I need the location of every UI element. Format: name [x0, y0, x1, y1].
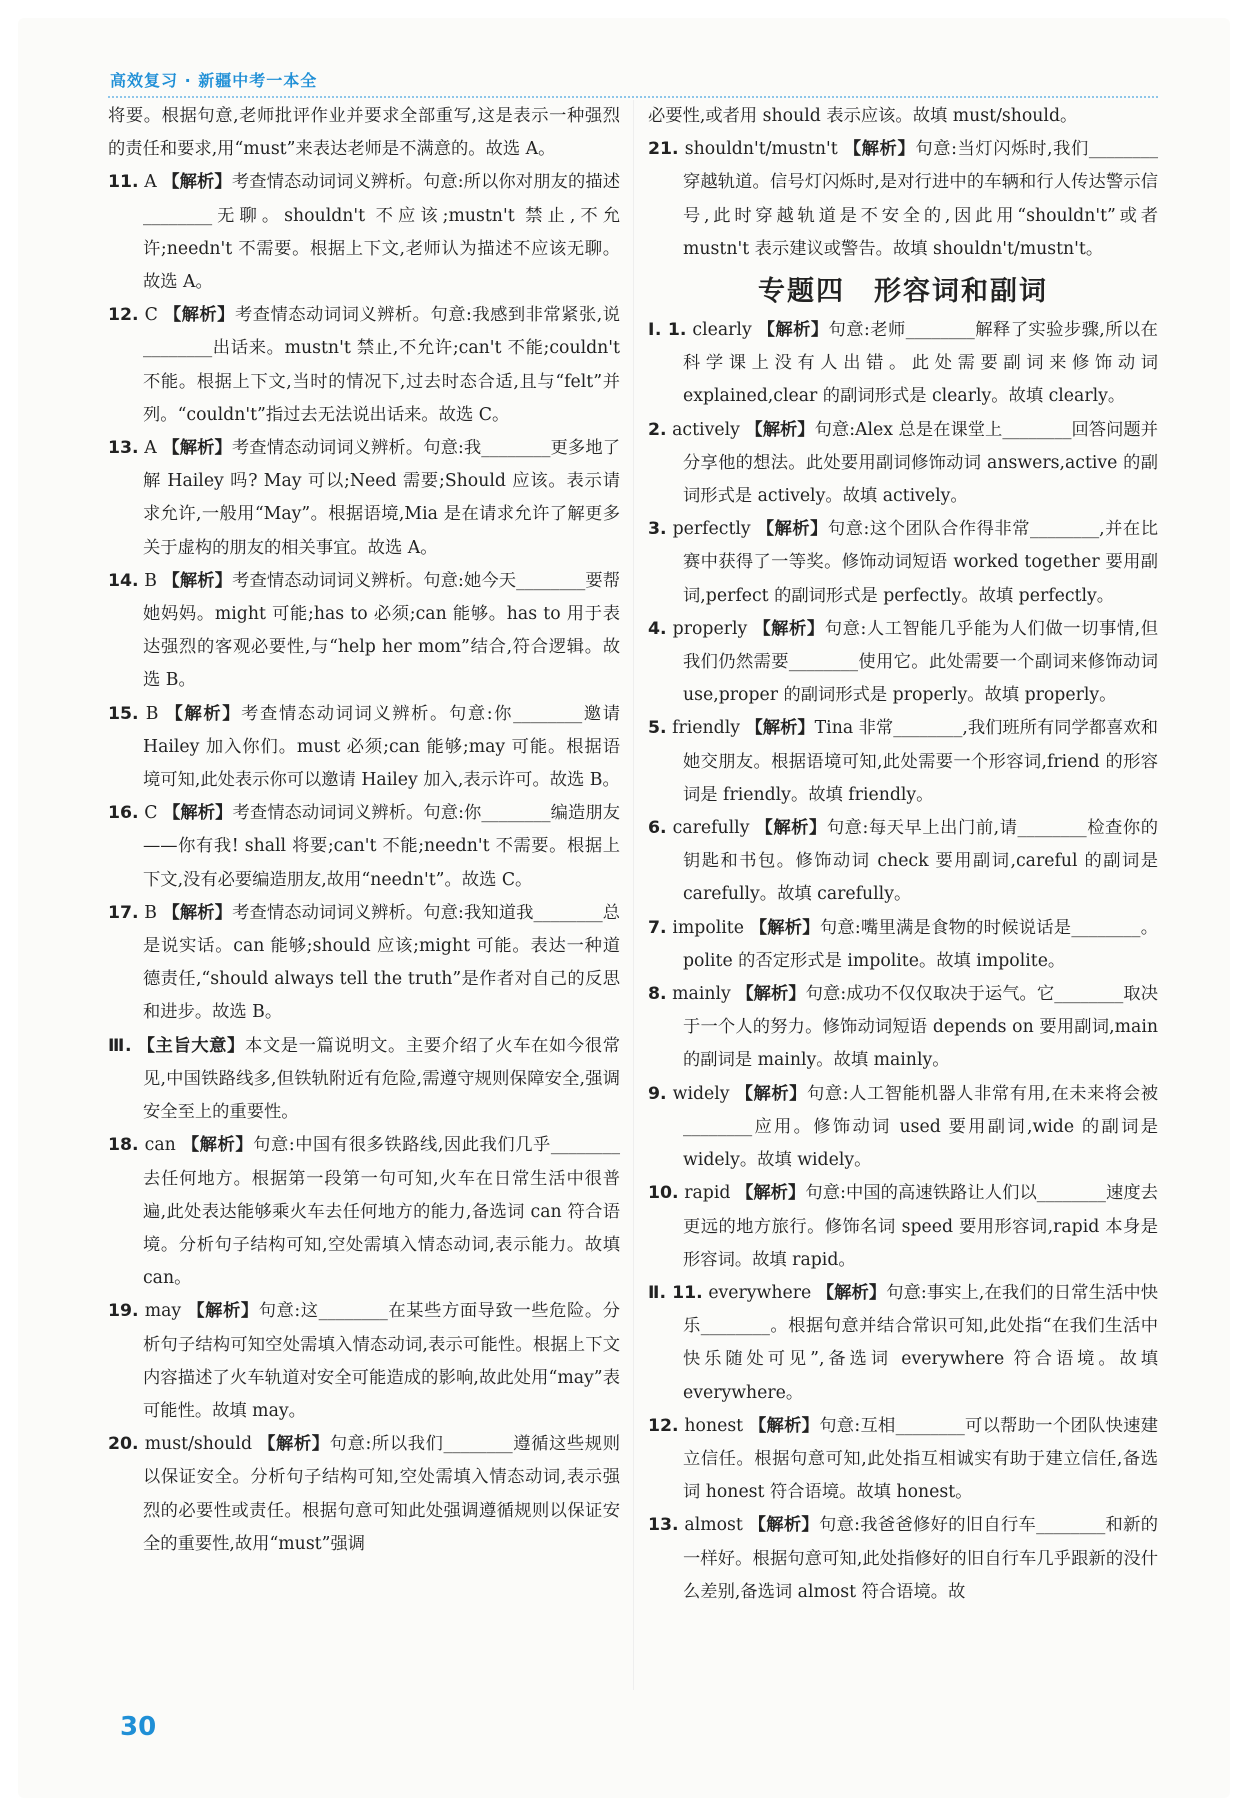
analysis-tag: 【解析】 [749, 917, 820, 938]
item-answer: C [144, 305, 158, 326]
item-explanation: 句意:人工智能几乎能为人们做一切事情,但我们仍然需要________使用它。此处需要一个副词来修饰动词 use,proper 的副词形式是 properly。故填 properly。 [683, 618, 1158, 706]
analysis-tag: 【解析】 [163, 305, 235, 326]
item-explanation: 考查情态动词词义辨析。句意:我感到非常紧张,说________出话来。mustn't 禁止,不允许;can't 不能;couldn't 不能。根据上下文,当时的情况下,过去时态合适,且与“felt”并列。“couldn't”指过去无法说出话来。故选 C。 [143, 305, 620, 425]
answer-item [648, 314, 1158, 414]
item-answer: B [144, 570, 157, 591]
item-number: Ⅰ. 1. [648, 320, 687, 341]
item-number: 21. [648, 139, 679, 160]
answer-item [108, 299, 620, 432]
item-number: 4. [648, 618, 667, 639]
item-number: Ⅲ. [108, 1035, 132, 1056]
answer-item [108, 797, 620, 897]
item-number: 18. [108, 1135, 139, 1156]
analysis-tag: 【解析】 [258, 1434, 330, 1455]
item-answer: everywhere [708, 1282, 812, 1303]
item-answer: properly [672, 618, 748, 639]
item-answer: honest [684, 1415, 744, 1436]
analysis-tag: 【解析】 [736, 984, 806, 1005]
section-title: 专题四 形容词和副词 [758, 276, 1048, 308]
item-number: 10. [648, 1183, 679, 1204]
answer-item [648, 912, 1158, 978]
analysis-tag: 【解析】 [816, 1282, 887, 1303]
analysis-tag: 【解析】 [748, 1415, 820, 1436]
item-answer: must/should [144, 1434, 253, 1455]
analysis-tag: 【解析】 [162, 902, 233, 923]
answer-item [648, 513, 1158, 613]
analysis-tag: 【解析】 [735, 1183, 806, 1204]
item-number: 9. [648, 1083, 667, 1104]
item-explanation: 句意:老师________解释了实验步骤,所以在科学课上没有人出错。此处需要副词来修饰动词 explained,clear 的副词形式是 clearly。故填 clearly。 [683, 320, 1158, 407]
item-answer: almost [684, 1515, 743, 1536]
answer-item [648, 613, 1158, 713]
item-number: 12. [648, 1415, 679, 1436]
answer-item [648, 978, 1158, 1078]
analysis-tag: 【解析】 [748, 1515, 819, 1536]
continuation-paragraph: 将要。根据句意,老师批评作业并要求全部重写,这是表示一种强烈的责任和要求,用“must”来表达老师是不满意的。故选 A。 [108, 106, 620, 160]
item-explanation: 考查情态动词词义辨析。句意:你________编造朋友——你有我! shall 将要;can't 不能;needn't 不需要。根据上下文,没有必要编造朋友,故用“needn't”。故选 C。 [143, 803, 620, 890]
item-answer: B [145, 703, 159, 724]
item-number: 8. [648, 984, 667, 1005]
analysis-tag: 【解析】 [187, 1301, 259, 1322]
item-explanation: 句意:互相________可以帮助一个团队快速建立信任。根据句意可知,此处指互相诚实有助于建立信任,备选词 honest 符合语境。故填 honest。 [683, 1415, 1158, 1503]
item-number: 15. [108, 703, 139, 724]
item-number: 19. [108, 1301, 139, 1322]
item-explanation: 句意:所以我们________遵循这些规则以保证安全。分析句子结构可知,空处需填入情态动词,表示强烈的必要性或责任。根据句意可知此处强调遵循规则以保证安全的重要性,故用“must”强调 [143, 1434, 620, 1554]
item-number: 11. [108, 172, 139, 193]
item-number: 13. [648, 1515, 679, 1536]
item-number: 17. [108, 902, 139, 923]
item-answer: clearly [692, 320, 752, 341]
item-explanation: 句意:这个团队合作得非常________,并在比赛中获得了一等奖。修饰动词短语 worked together 要用副词,perfect 的副词形式是 perfectly。故填 perfectly。 [683, 519, 1158, 606]
item-number: 7. [648, 917, 667, 938]
item-explanation: 考查情态动词词义辨析。句意:我知道我________总是说实话。can 能够;should 应该;might 可能。表达一种道德责任,“should always tell the truth”是作者对自己的反思和进步。故选 B。 [143, 902, 621, 1023]
answer-item [108, 1030, 620, 1130]
answer-item [648, 812, 1158, 912]
item-answer: A [144, 172, 157, 193]
analysis-tag: 【解析】 [753, 618, 825, 639]
answer-item [648, 1177, 1158, 1277]
analysis-tag: 【解析】 [756, 519, 828, 540]
item-answer: B [144, 902, 157, 923]
answer-item [108, 565, 620, 698]
analysis-tag: 【解析】 [165, 703, 242, 724]
item-explanation: 句意:当灯闪烁时,我们________穿越轨道。信号灯闪烁时,是对行进中的车辆和行人传达警示信号,此时穿越轨道是不安全的,因此用“shouldn't”或者 mustn't 表示建议或警告。故填 shouldn't/mustn't。 [683, 139, 1158, 259]
item-explanation: 考查情态动词词义辨析。句意:我________更多地了解 Hailey 吗? May 可以;Need 需要;Should 应该。表示请求允许,一般用“May”。根据语境,Mia 是在请求允许了解更多关于虚构的朋友的相关事宜。故选 A。 [143, 438, 620, 558]
item-explanation: 句意:Alex 总是在课堂上________回答问题并分享他的想法。此处要用副词修饰动词 answers,active 的副词形式是 actively。故填 actively。 [683, 419, 1159, 507]
answer-item [648, 712, 1158, 812]
item-answer: friendly [672, 718, 740, 739]
item-number: 20. [108, 1434, 139, 1455]
item-answer: shouldn't/mustn't [684, 139, 838, 160]
item-explanation: 句意:中国有很多铁路线,因此我们几乎________去任何地方。根据第一段第一句可知,火车在日常生活中很普遍,此处表达能够乘火车去任何地方的能力,备选词 can 符合语境。分析句子结构可知,空处需填入情态动词,表示能力。故填 can。 [143, 1135, 620, 1289]
item-number: 5. [648, 718, 667, 739]
right-column [648, 100, 1158, 1609]
analysis-tag: 【解析】 [181, 1135, 254, 1156]
item-explanation: 句意:人工智能机器人非常有用,在未来将会被________应用。修饰动词 used 要用副词,wide 的副词是 widely。故填 widely。 [683, 1083, 1158, 1171]
item-explanation: 句意:事实上,在我们的日常生活中快乐________。根据句意并结合常识可知,此处指“在我们生活中快乐随处可见”,备选词 everywhere 符合语境。故填 everywhere。 [683, 1282, 1158, 1403]
running-header: 高效复习 · 新疆中考一本全 [110, 71, 318, 90]
item-number: 14. [108, 570, 139, 591]
item-number: 16. [108, 803, 139, 824]
item-answer: can [144, 1135, 176, 1156]
answer-item [108, 897, 620, 1030]
analysis-tag: 【解析】 [843, 139, 916, 160]
analysis-tag: 【解析】 [745, 419, 815, 440]
answer-item [108, 1129, 620, 1295]
analysis-tag: 【解析】 [755, 818, 827, 839]
analysis-tag: 【解析】 [163, 803, 233, 824]
item-explanation: 句意:这________在某些方面导致一些危险。分析句子结构可知空处需填入情态动词,表示可能性。根据上下文内容描述了火车轨道对安全可能造成的影响,故此处用“may”表可能性。故填 may。 [143, 1301, 620, 1421]
item-number: 6. [648, 818, 667, 839]
item-answer: may [144, 1301, 182, 1322]
item-number: Ⅱ. 11. [648, 1282, 703, 1303]
answer-item [648, 133, 1158, 266]
item-explanation: 句意:每天早上出门前,请________检查你的钥匙和书包。修饰动词 check 要用副词,careful 的副词是 carefully。故填 carefully。 [683, 818, 1158, 905]
item-explanation: 本文是一篇说明文。主要介绍了火车在如今很常见,中国铁路线多,但铁轨附近有危险,需遵守规则保障安全,强调安全至上的重要性。 [143, 1035, 620, 1123]
answer-item [108, 166, 620, 299]
analysis-tag: 【主旨大意】 [137, 1035, 245, 1056]
continuation-paragraph: 必要性,或者用 should 表示应该。故填 must/should。 [648, 106, 1078, 126]
left-column [108, 100, 620, 1561]
answer-item [648, 1410, 1158, 1510]
answer-item [648, 1078, 1158, 1178]
item-answer: mainly [672, 984, 731, 1005]
item-explanation: 句意:嘴里满是食物的时候说话是________。polite 的否定形式是 impolite。故填 impolite。 [683, 917, 1158, 971]
item-number: 13. [108, 438, 139, 459]
analysis-tag: 【解析】 [735, 1083, 808, 1104]
item-answer: actively [672, 419, 740, 440]
header-divider [108, 96, 1158, 98]
answer-item [108, 1428, 620, 1561]
analysis-tag: 【解析】 [162, 570, 233, 591]
item-answer: carefully [672, 818, 750, 839]
item-explanation: 句意:我爸爸修好的旧自行车________和新的一样好。根据句意可知,此处指修好的旧自行车几乎跟新的没什么差别,备选词 almost 符合语境。故 [683, 1515, 1158, 1602]
item-answer: perfectly [672, 519, 751, 540]
item-answer: A [144, 438, 157, 459]
answer-item [108, 1295, 620, 1428]
analysis-tag: 【解析】 [745, 718, 815, 739]
item-answer: C [144, 803, 158, 824]
item-explanation: Tina 非常________,我们班所有同学都喜欢和她交朋友。根据语境可知,此处需要一个形容词,friend 的形容词是 friendly。故填 friendly。 [683, 718, 1158, 805]
column-divider [633, 100, 634, 1690]
answer-item [648, 1277, 1158, 1410]
item-explanation: 句意:中国的高速铁路让人们以________速度去更远的地方旅行。修饰名词 speed 要用形容词,rapid 本身是形容词。故填 rapid。 [683, 1183, 1158, 1270]
item-answer: impolite [672, 917, 744, 938]
analysis-tag: 【解析】 [162, 172, 232, 193]
item-explanation: 考查情态动词词义辨析。句意:你________邀请 Hailey 加入你们。must 必须;can 能够;may 可能。根据语境可知,此处表示你可以邀请 Hailey 加入,表示许可。故选 B。 [143, 703, 620, 791]
answer-item [648, 414, 1158, 514]
item-explanation: 句意:成功不仅仅取决于运气。它________取决于一个人的努力。修饰动词短语 depends on 要用副词,main 的副词是 mainly。故填 mainly。 [683, 984, 1158, 1071]
analysis-tag: 【解析】 [757, 320, 829, 341]
analysis-tag: 【解析】 [162, 438, 232, 459]
item-number: 3. [648, 519, 667, 540]
answer-item [108, 698, 620, 798]
item-number: 12. [108, 305, 139, 326]
answer-item [648, 1509, 1158, 1609]
item-answer: rapid [684, 1183, 731, 1204]
item-explanation: 考查情态动词词义辨析。句意:她今天________要帮她妈妈。might 可能;has to 必须;can 能够。has to 用于表达强烈的客观必要性,与“help her mom”结合,符合逻辑。故选 B。 [143, 570, 621, 691]
item-explanation: 考查情态动词词义辨析。句意:所以你对朋友的描述________无聊。shouldn't 不应该;mustn't 禁止,不允许;needn't 不需要。根据上下文,老师认为描述不应该无聊。故选 A。 [143, 172, 620, 293]
page-number: 30 [120, 1712, 157, 1742]
item-number: 2. [648, 419, 667, 440]
answer-item [108, 432, 620, 565]
item-answer: widely [672, 1083, 730, 1104]
